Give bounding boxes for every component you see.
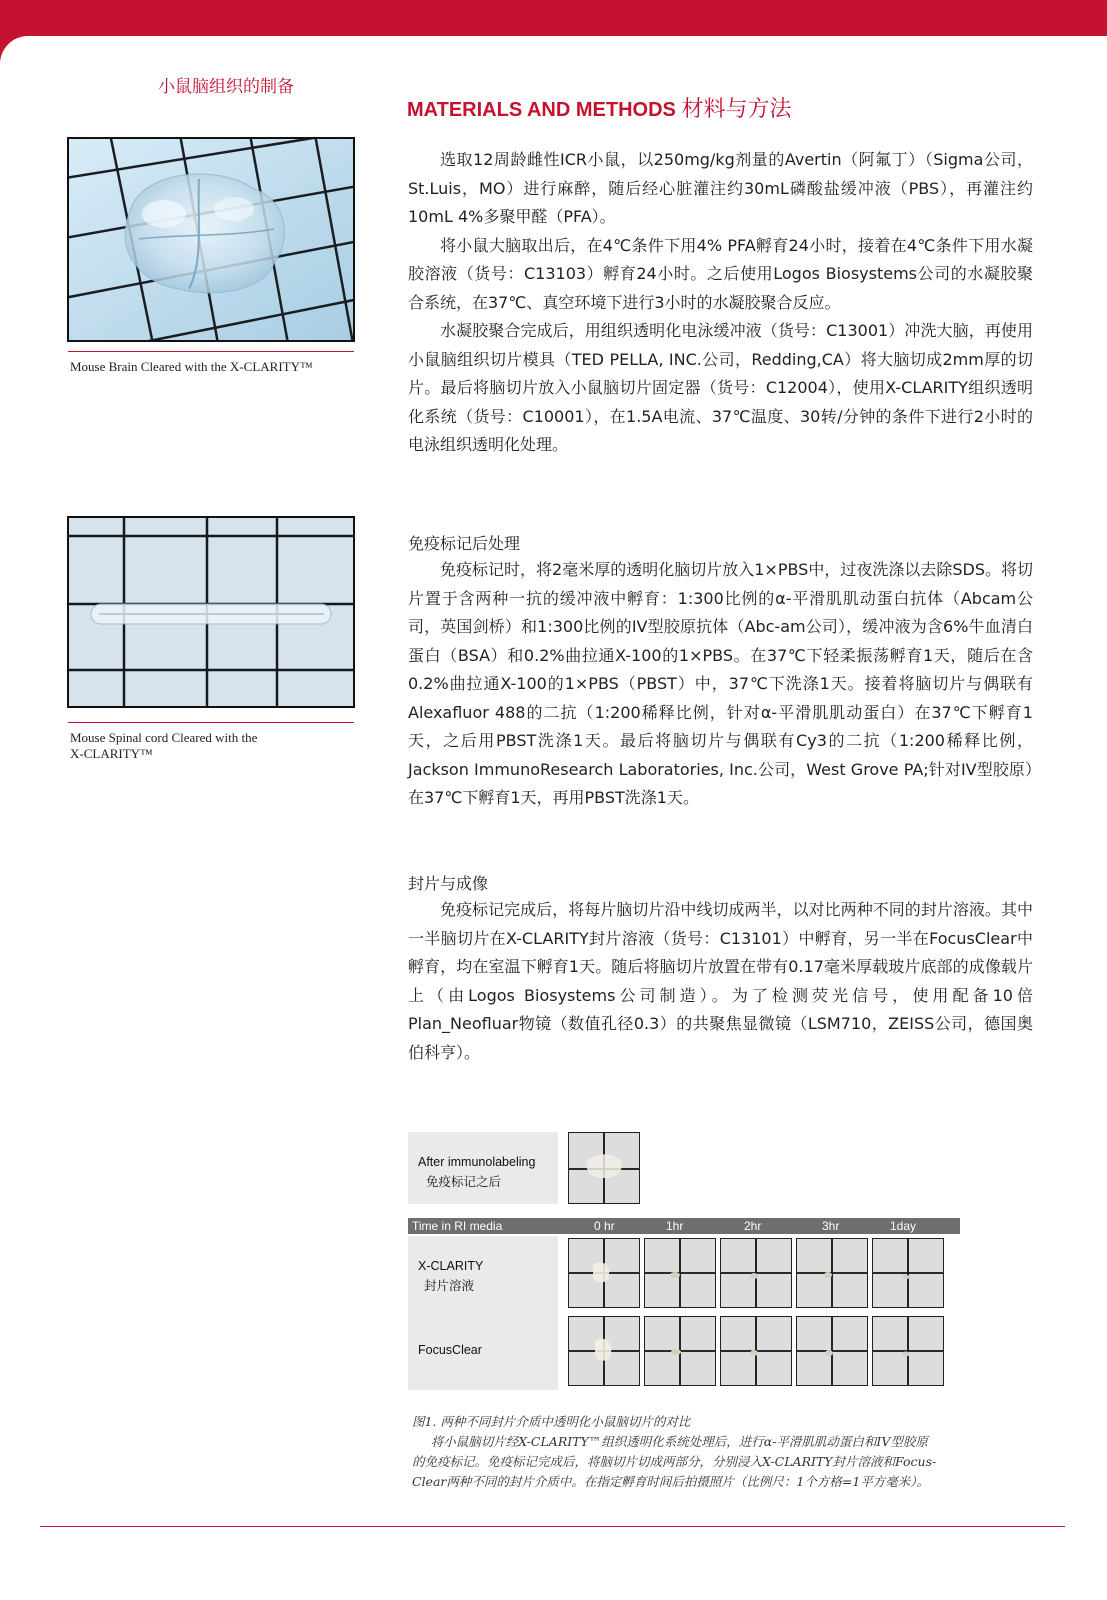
section2-body bbox=[408, 556, 1033, 813]
section3-heading: 封片与成像 bbox=[408, 874, 489, 893]
figure-caption-line: 将小鼠脑切片经X-CLARITY™组织透明化系统处理后，进行α-平滑肌肌动蛋白和IV型胶原 bbox=[430, 1434, 928, 1449]
section1-paragraph: 将小鼠大脑取出后，在4℃条件下用4% PFA孵育24小时，接着在4℃条件下用水凝胶溶液（货号：C13103）孵育24小时。之后使用Logos Biosystems公司的水凝胶聚合系统，在37℃、真空环境下进行3小时的水凝胶聚合反应。 bbox=[408, 235, 1033, 312]
row2-label: FocusClear bbox=[418, 1343, 482, 1357]
page-title bbox=[407, 92, 791, 123]
section3-paragraph: 免疫标记完成后，将每片脑切片沿中线切成两半，以对比两种不同的封片溶液。其中一半脑切片在X-CLARITY封片溶液（货号：C13101）中孵育，另一半在FocusClear中孵育，均在室温下孵育1天。随后将脑切片放置在带有0.17毫米厚载玻片底部的成像载片上（由Logos Biosystems公司制造）。为了检测荧光信号，使用配备10倍Plan_Neofluar物镜（数值孔径0.3）的共聚焦显微镜（LSM710，ZEISS公司，德国奥伯科亨）。 bbox=[408, 900, 1033, 1062]
tile-focusclear-3hr bbox=[796, 1316, 868, 1386]
tile-focusclear-1hr bbox=[644, 1316, 716, 1386]
after-label bbox=[418, 1152, 535, 1192]
row1-label-cn: 封片溶液 bbox=[424, 1279, 475, 1293]
tile-xclarity-0hr bbox=[568, 1238, 640, 1308]
figure-caption-title: 图1. 两种不同封片介质中透明化小鼠脑切片的对比 bbox=[412, 1414, 691, 1429]
time-3hr: 3hr bbox=[822, 1219, 840, 1233]
section1-paragraph: 选取12周龄雌性ICR小鼠，以250mg/kg剂量的Avertin（阿氟丁）（Sigma公司，St.Luis，MO）进行麻醉，随后经心脏灌注约30mL磷酸盐缓冲液（PBS），再灌注约10mL 4%多聚甲醛（PFA）。 bbox=[408, 150, 1033, 226]
tile-after-immunolabeling bbox=[568, 1132, 640, 1204]
brain-caption: Mouse Brain Cleared with the X-CLARITY™ bbox=[70, 359, 313, 374]
time-2hr: 2hr bbox=[744, 1219, 762, 1233]
tile-xclarity-1day bbox=[872, 1238, 944, 1308]
tile-focusclear-2hr bbox=[720, 1316, 792, 1386]
page-title-en: MATERIALS AND METHODS bbox=[407, 99, 676, 121]
tile-xclarity-1hr bbox=[644, 1238, 716, 1308]
brain-photo bbox=[67, 137, 355, 342]
tile-focusclear-0hr bbox=[568, 1316, 640, 1386]
spinal-cord-caption bbox=[70, 730, 257, 762]
spinal-cord-photo bbox=[67, 516, 355, 708]
section1-paragraph: 水凝胶聚合完成后，用组织透明化电泳缓冲液（货号：C13001）冲洗大脑，再使用小鼠脑组织切片模具（TED PELLA, INC.公司，Redding,CA）将大脑切成2mm厚的切片。最后将脑切片放入小鼠脑切片固定器（货号：C12004），使用X-CLARITY组织透明化系统（货号：C10001），在1.5A电流、37℃温度、30转/分钟的条件下进行2小时的电泳组织透明化处理。 bbox=[408, 321, 1033, 454]
row1-label bbox=[418, 1256, 483, 1296]
spinal-cord-caption-line2: X-CLARITY™ bbox=[70, 746, 153, 761]
page-title-cn: 材料与方法 bbox=[681, 97, 792, 122]
footer-divider bbox=[40, 1526, 1065, 1527]
time-band-label: Time in RI media bbox=[412, 1219, 503, 1233]
tile-xclarity-3hr bbox=[796, 1238, 868, 1308]
section2-heading: 免疫标记后处理 bbox=[408, 534, 521, 553]
after-label-cn: 免疫标记之后 bbox=[426, 1175, 502, 1189]
caption-divider bbox=[68, 722, 354, 723]
section3-body bbox=[408, 896, 1033, 1067]
spinal-cord-caption-line1: Mouse Spinal cord Cleared with the bbox=[70, 730, 258, 745]
caption-divider bbox=[68, 351, 354, 352]
top-banner-curve bbox=[0, 36, 1107, 66]
section-label: 小鼠脑组织的制备 bbox=[158, 77, 294, 97]
figure-caption bbox=[412, 1412, 1032, 1492]
figure-caption-line: Clear两种不同的封片介质中。在指定孵育时间后拍摄照片（比例尺：1个方格=1平方毫米）。 bbox=[412, 1474, 930, 1489]
section2-paragraph: 免疫标记时，将2毫米厚的透明化脑切片放入1×PBS中，过夜洗涤以去除SDS。将切片置于含两种一抗的缓冲液中孵育：1:300比例的α-平滑肌肌动蛋白抗体（Abcam公司，英国剑桥）和1:300比例的IV型胶原抗体（Abc-am公司），缓冲液为含6%牛血清白蛋白（BSA）和0.2%曲拉通X-100的1×PBS。在37℃下轻柔振荡孵育1天，随后在含0.2%曲拉通X-100的1×PBS（PBST）中，37℃下洗涤1天。接着将脑切片与偶联有Alexafluor 488的二抗（1:200稀释比例，针对α-平滑肌肌动蛋白）在37℃下孵育1天，之后用PBST洗涤1天。最后将脑切片与偶联有Cy3的二抗（1:200稀释比例，Jackson ImmunoResearch Laboratories, Inc.公司，West Grove PA;针对IV型胶原）在37℃下孵育1天，再用PBST洗涤1天。 bbox=[408, 560, 1033, 807]
time-1day: 1day bbox=[890, 1219, 917, 1233]
time-1hr: 1hr bbox=[666, 1219, 684, 1233]
after-label-en: After immunolabeling bbox=[418, 1155, 536, 1169]
row1-label-en: X-CLARITY bbox=[418, 1259, 484, 1273]
section1-body bbox=[408, 146, 1033, 460]
time-0hr: 0 hr bbox=[594, 1219, 615, 1233]
comparison-figure bbox=[408, 1132, 960, 1390]
tile-xclarity-2hr bbox=[720, 1238, 792, 1308]
figure-caption-line: 的免疫标记。免疫标记完成后，将脑切片切成两部分，分别浸入X-CLARITY封片溶液和Focus- bbox=[412, 1454, 937, 1469]
time-band bbox=[408, 1218, 960, 1234]
tile-focusclear-1day bbox=[872, 1316, 944, 1386]
